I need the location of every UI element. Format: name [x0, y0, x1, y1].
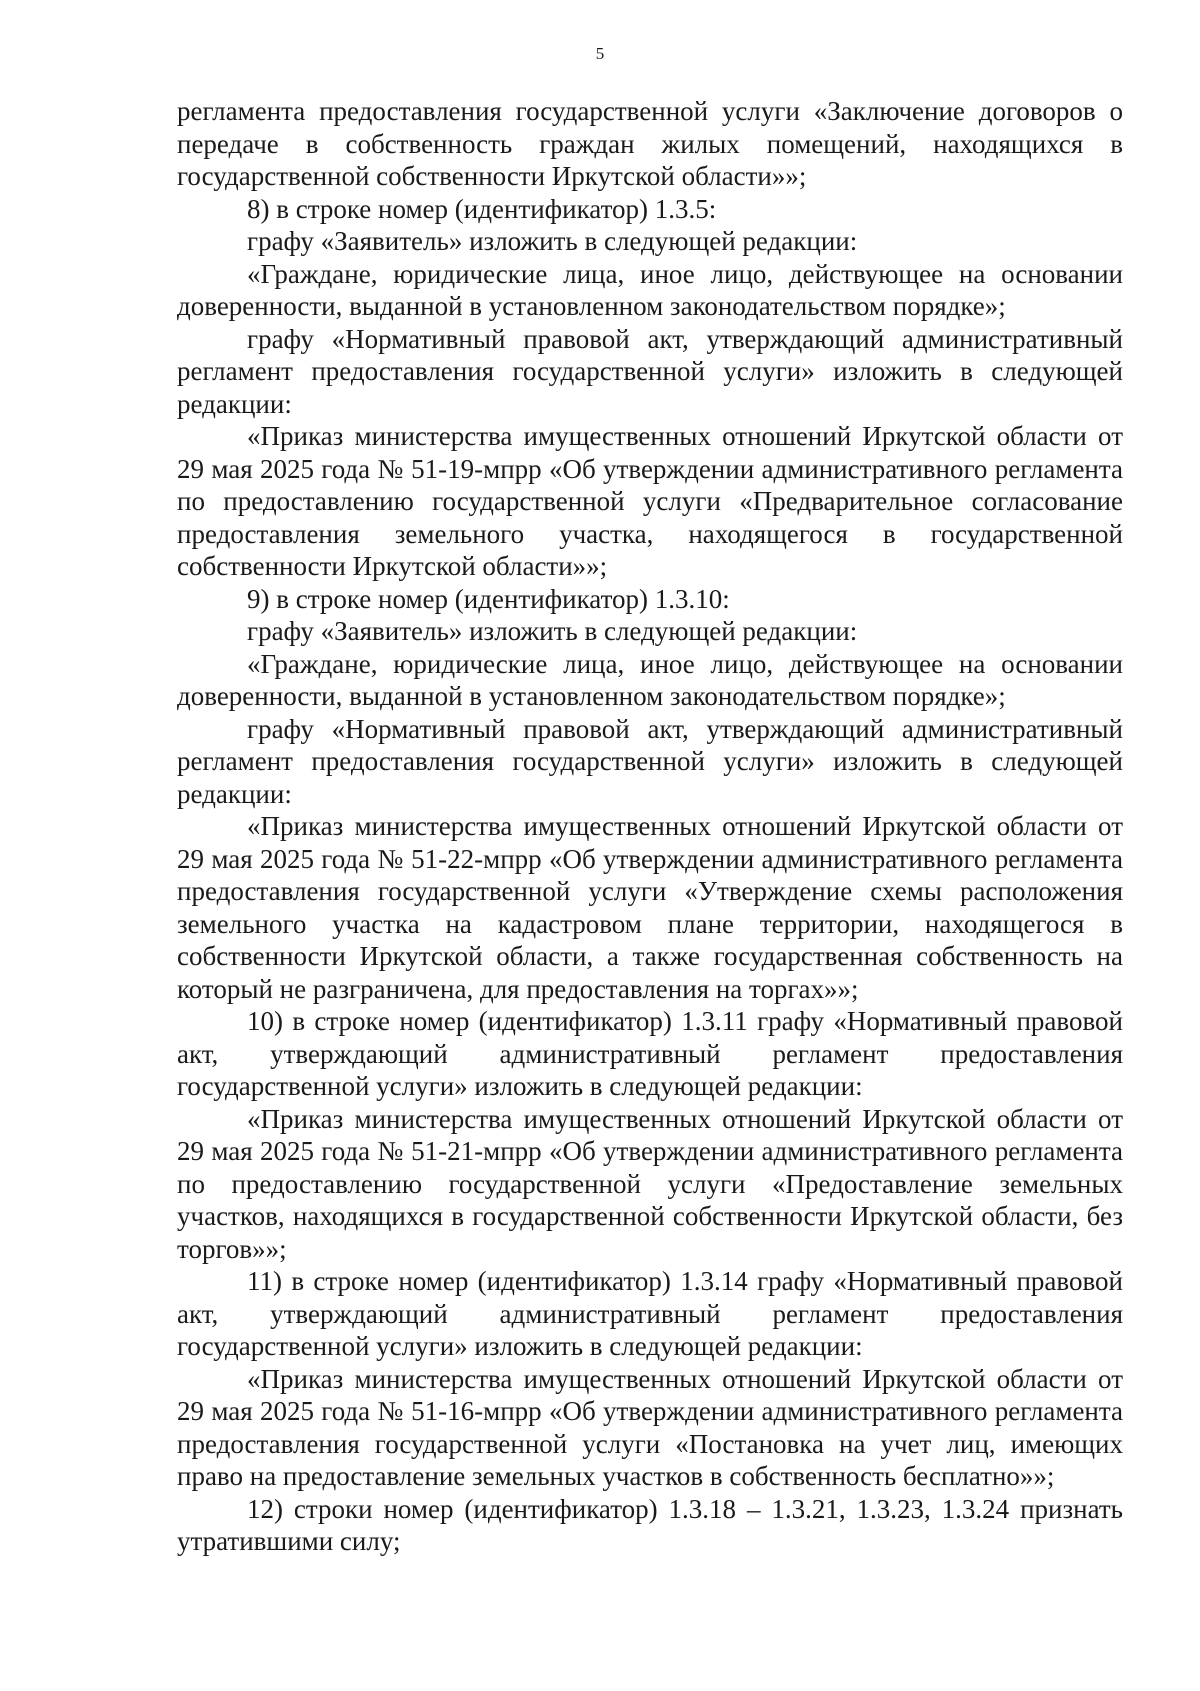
paragraph: 12) строки номер (идентификатор) 1.3.18 – 1.3.21, 1.3.23, 1.3.24 признать утратившими силу;: [177, 1493, 1123, 1556]
paragraph: 10) в строке номер (идентификатор) 1.3.11 графу «Нормативный правовой акт, утверждающий административный регламент предоставления государственной услуги» изложить в следующей редакции:: [177, 1006, 1123, 1101]
paragraph: «Приказ министерства имущественных отношений Иркутской области от 29 мая 2025 года № 51-19-мпрр «Об утверждении административного регламента по предоставлению государственной услуги «Предварительное согласование предоставления земельного участка, находящегося в государственной собственности Иркутской области»»;: [177, 421, 1123, 581]
paragraph: графу «Заявитель» изложить в следующей редакции:: [247, 616, 858, 646]
paragraph: «Граждане, юридические лица, иное лицо, действующее на основании доверенности, выданной в установленном законодательством порядке»;: [177, 258, 1123, 321]
paragraph: «Граждане, юридические лица, иное лицо, действующее на основании доверенности, выданной в установленном законодательством порядке»;: [177, 648, 1123, 711]
paragraph: 8) в строке номер (идентификатор) 1.3.5:: [247, 193, 717, 224]
document-body: [177, 95, 1123, 1558]
page-number: 5: [595, 44, 605, 63]
paragraph: регламента предоставления государственной услуги «Заключение договоров о передаче в собственность граждан жилых помещений, находящихся в государственной собственности Иркутской области»»;: [177, 96, 1123, 191]
paragraph: 9) в строке номер (идентификатор) 1.3.10:: [247, 583, 730, 614]
paragraph: 11) в строке номер (идентификатор) 1.3.14 графу «Нормативный правовой акт, утверждающий административный регламент предоставления государственной услуги» изложить в следующей редакции:: [177, 1266, 1123, 1361]
paragraph: «Приказ министерства имущественных отношений Иркутской области от 29 мая 2025 года № 51-21-мпрр «Об утверждении административного регламента по предоставлению государственной услуги «Предоставление земельных участков, находящихся в государственной собственности Иркутской области, без торгов»»;: [177, 1103, 1123, 1264]
paragraph: «Приказ министерства имущественных отношений Иркутской области от 29 мая 2025 года № 51-22-мпрр «Об утверждении административного регламента предоставления государственной услуги «Утверждение схемы расположения земельного участка на кадастровом плане территории, находящегося в собственности Иркутской области, а также государственная собственность на который не разграничена, для предоставления на торгах»»;: [177, 811, 1123, 1004]
paragraph: графу «Заявитель» изложить в следующей редакции:: [247, 226, 858, 256]
paragraph: графу «Нормативный правовой акт, утверждающий административный регламент предоставления государственной услуги» изложить в следующей редакции:: [177, 323, 1123, 419]
paragraph: «Приказ министерства имущественных отношений Иркутской области от 29 мая 2025 года № 51-16-мпрр «Об утверждении административного регламента предоставления государственной услуги «Постановка на учет лиц, имеющих право на предоставление земельных участков в собственность бесплатно»»;: [177, 1363, 1123, 1491]
paragraph: графу «Нормативный правовой акт, утверждающий административный регламент предоставления государственной услуги» изложить в следующей редакции:: [177, 713, 1123, 809]
